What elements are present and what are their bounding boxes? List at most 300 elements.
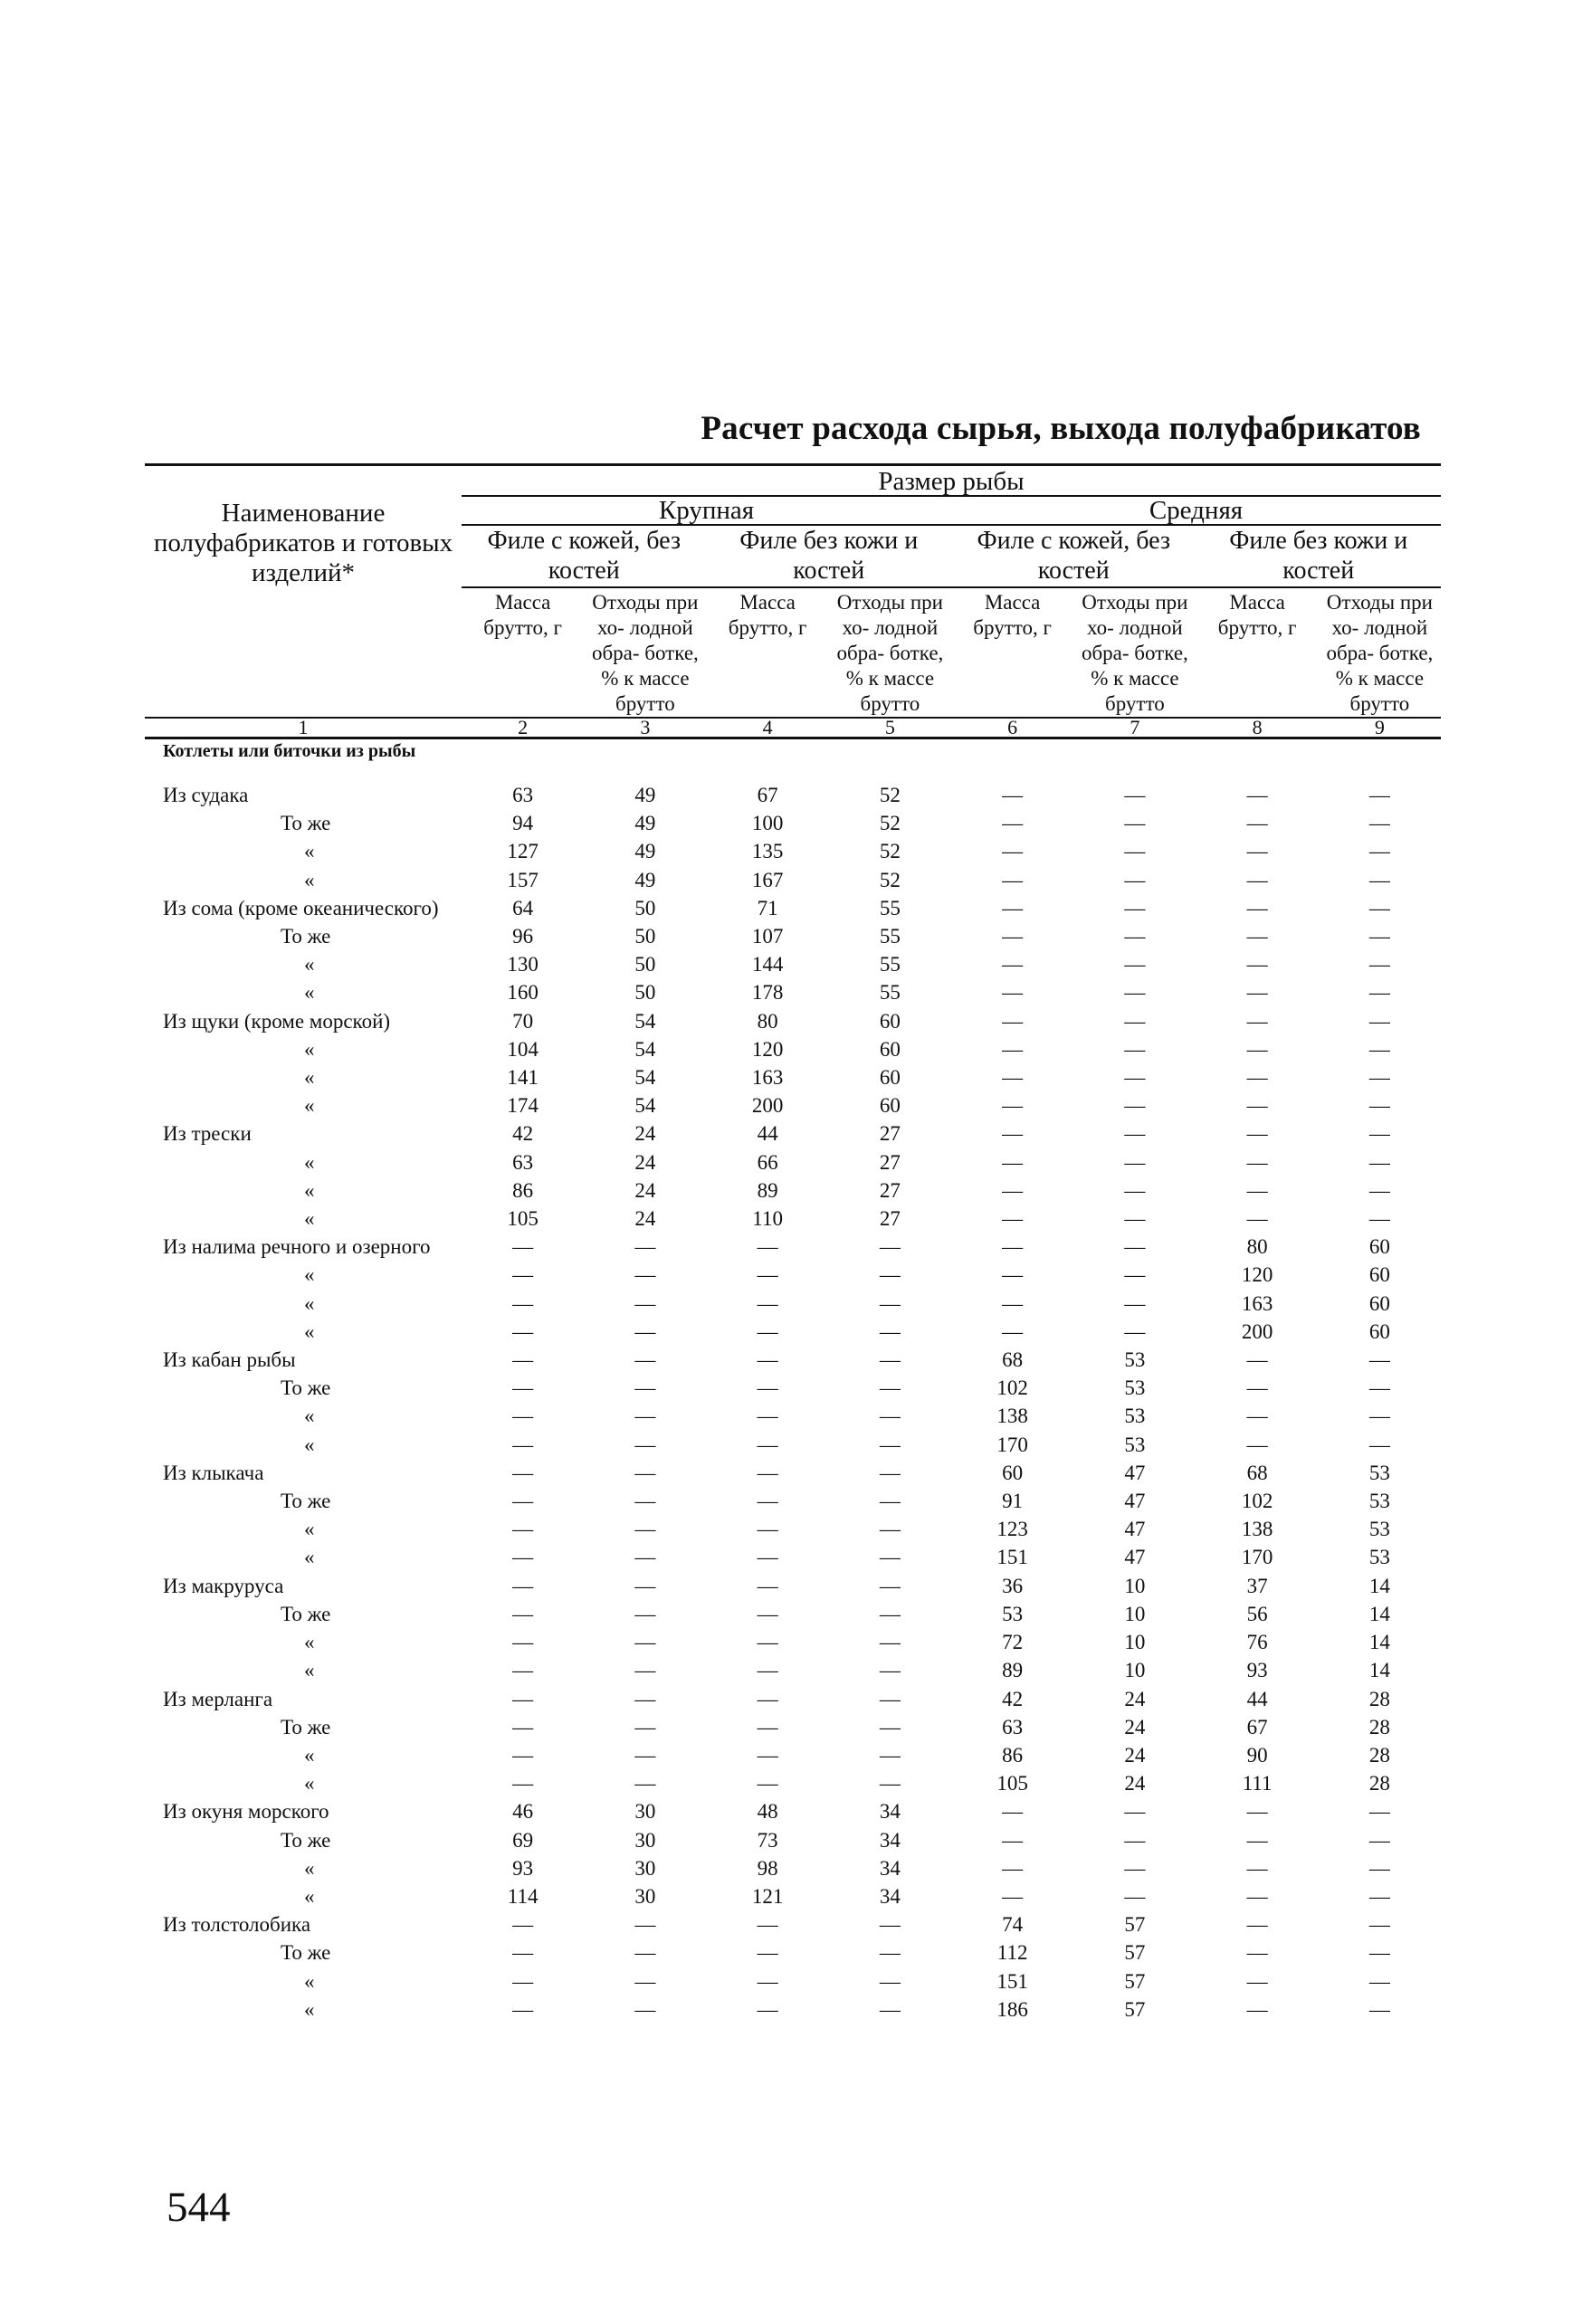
table-row xyxy=(145,1967,1441,1995)
row-name: « xyxy=(304,1291,315,1315)
cell-col-3: — xyxy=(634,1941,656,1965)
cell-col-5: — xyxy=(879,1574,901,1597)
cell-col-4: — xyxy=(757,1319,778,1343)
cell-col-6: — xyxy=(1002,1884,1024,1908)
cell-col-5: — xyxy=(879,1376,901,1400)
header-mass-gross: Масса брутто, г xyxy=(973,591,1052,639)
cell-col-4: — xyxy=(757,1602,778,1625)
cell-col-4: — xyxy=(757,1546,778,1569)
header-mass-gross: Масса брутто, г xyxy=(1217,591,1297,639)
cell-col-8: — xyxy=(1246,1178,1268,1202)
cell-col-6: — xyxy=(1002,1856,1024,1880)
cell-col-7: — xyxy=(1124,868,1146,891)
cell-col-9: 28 xyxy=(1368,1743,1390,1767)
cell-col-6: 186 xyxy=(996,1997,1028,2021)
table-row xyxy=(145,1374,1441,1402)
cell-col-7: — xyxy=(1124,840,1146,863)
cell-col-4: — xyxy=(757,1941,778,1965)
cell-col-9: 14 xyxy=(1368,1631,1390,1654)
cell-col-4: 100 xyxy=(751,812,784,835)
cell-col-2: — xyxy=(512,1319,534,1343)
cell-col-9: — xyxy=(1368,812,1390,835)
cell-col-6: 63 xyxy=(1002,1715,1024,1738)
cell-col-3: — xyxy=(634,1235,656,1259)
cell-col-9: 28 xyxy=(1368,1687,1390,1710)
cell-col-4: — xyxy=(757,1997,778,2021)
page-title: Расчет расхода сырья, выхода полуфабрикатов xyxy=(701,410,1421,447)
cell-col-5: — xyxy=(879,1743,901,1767)
row-name: « xyxy=(304,1207,315,1231)
cell-col-3: — xyxy=(634,1602,656,1625)
cell-col-5: — xyxy=(879,1687,901,1710)
cell-col-6: — xyxy=(1002,925,1024,948)
cell-col-8: — xyxy=(1246,896,1268,919)
cell-col-7: — xyxy=(1124,1235,1146,1259)
cell-col-9: 28 xyxy=(1368,1715,1390,1738)
cell-col-4: — xyxy=(757,1518,778,1541)
cell-col-5: 60 xyxy=(879,1037,901,1061)
cell-col-9: 60 xyxy=(1368,1235,1390,1259)
cell-col-5: 60 xyxy=(879,1066,901,1090)
cell-col-4: — xyxy=(757,1490,778,1513)
cell-col-2: 141 xyxy=(507,1066,539,1090)
cell-col-2: — xyxy=(512,1376,534,1400)
table-row xyxy=(145,1402,1441,1430)
cell-col-3: — xyxy=(634,1659,656,1682)
cell-col-2: 70 xyxy=(512,1009,534,1033)
cell-col-6: 102 xyxy=(996,1376,1028,1400)
cell-col-5: 55 xyxy=(879,981,901,1005)
header-medium-fillet-noskin: Филе без кожи и костей xyxy=(1196,525,1442,587)
cell-col-4: 98 xyxy=(757,1856,778,1880)
table-row xyxy=(145,809,1441,837)
cell-col-7: — xyxy=(1124,812,1146,835)
cell-col-4: 66 xyxy=(757,1150,778,1174)
cell-col-8: 200 xyxy=(1241,1319,1273,1343)
column-number: 7 xyxy=(1073,718,1196,738)
table-row xyxy=(145,1628,1441,1656)
cell-col-3: 49 xyxy=(634,784,656,806)
row-name: То же xyxy=(281,1715,331,1738)
cell-col-2: — xyxy=(512,1631,534,1654)
cell-col-2: 157 xyxy=(507,868,539,891)
cell-col-6: — xyxy=(1002,1291,1024,1315)
cell-col-8: 138 xyxy=(1241,1518,1273,1541)
table-row xyxy=(145,1233,1441,1261)
table-row xyxy=(145,1656,1441,1684)
cell-col-5: — xyxy=(879,1405,901,1428)
cell-col-5: — xyxy=(879,1319,901,1343)
cell-col-2: 46 xyxy=(512,1800,534,1824)
cell-col-9: — xyxy=(1368,925,1390,948)
cell-col-2: — xyxy=(512,1235,534,1259)
cell-col-9: 60 xyxy=(1368,1319,1390,1343)
cell-col-7: 53 xyxy=(1124,1376,1146,1400)
cell-col-3: — xyxy=(634,1518,656,1541)
table-row xyxy=(145,1063,1441,1091)
cell-col-8: — xyxy=(1246,1037,1268,1061)
cell-col-6: — xyxy=(1002,1235,1024,1259)
cell-col-6: — xyxy=(1002,1319,1024,1343)
table-row xyxy=(145,781,1441,809)
cell-col-9: 14 xyxy=(1368,1602,1390,1625)
raw-material-table xyxy=(145,463,1441,2024)
row-name: « xyxy=(304,1178,315,1202)
cell-col-9: — xyxy=(1368,1884,1390,1908)
cell-col-6: — xyxy=(1002,1094,1024,1118)
cell-col-8: — xyxy=(1246,784,1268,806)
cell-col-9: — xyxy=(1368,1405,1390,1428)
header-name-column: Наименование полуфабрикатов и готовых изделий* xyxy=(145,465,462,719)
cell-col-2: — xyxy=(512,1913,534,1937)
cell-col-6: — xyxy=(1002,1178,1024,1202)
cell-col-2: — xyxy=(512,1715,534,1738)
cell-col-4: — xyxy=(757,1659,778,1682)
cell-col-4: — xyxy=(757,1263,778,1287)
cell-col-3: 24 xyxy=(634,1178,656,1202)
cell-col-5: — xyxy=(879,1969,901,1993)
cell-col-3: — xyxy=(634,1405,656,1428)
cell-col-6: 89 xyxy=(1002,1659,1024,1682)
table-body xyxy=(145,738,1441,2024)
cell-col-6: 36 xyxy=(1002,1574,1024,1597)
cell-col-7: 53 xyxy=(1124,1433,1146,1456)
cell-col-8: 37 xyxy=(1246,1574,1268,1597)
table-row xyxy=(145,1119,1441,1148)
cell-col-2: — xyxy=(512,1405,534,1428)
cell-col-9: — xyxy=(1368,1800,1390,1824)
table-row xyxy=(145,1713,1441,1741)
cell-col-5: — xyxy=(879,1461,901,1484)
row-name: « xyxy=(304,1659,315,1682)
cell-col-4: 80 xyxy=(757,1009,778,1033)
cell-col-2: — xyxy=(512,1687,534,1710)
cell-col-9: 14 xyxy=(1368,1574,1390,1597)
row-name: Из толстолобика xyxy=(163,1913,311,1937)
table-row xyxy=(145,1910,1441,1938)
cell-col-9: — xyxy=(1368,840,1390,863)
cell-col-7: — xyxy=(1124,1094,1146,1118)
cell-col-9: — xyxy=(1368,1009,1390,1033)
header-waste: Отходы при хо- лодной обра- ботке, % к массе брутто xyxy=(836,591,944,715)
cell-col-4: — xyxy=(757,1235,778,1259)
cell-col-4: 73 xyxy=(757,1828,778,1852)
cell-col-5: 55 xyxy=(879,953,901,976)
cell-col-5: — xyxy=(879,1941,901,1965)
row-name: « xyxy=(304,1546,315,1569)
cell-col-8: — xyxy=(1246,1009,1268,1033)
column-number: 6 xyxy=(951,718,1073,738)
cell-col-7: 24 xyxy=(1124,1772,1146,1795)
cell-col-9: — xyxy=(1368,1997,1390,2021)
cell-col-3: — xyxy=(634,1461,656,1484)
cell-col-9: — xyxy=(1368,1207,1390,1231)
cell-col-2: — xyxy=(512,1546,534,1569)
cell-col-8: — xyxy=(1246,1913,1268,1937)
cell-col-7: 10 xyxy=(1124,1659,1146,1682)
row-name: Из клыкача xyxy=(163,1461,264,1484)
cell-col-7: — xyxy=(1124,1037,1146,1061)
cell-col-3: 30 xyxy=(634,1856,656,1880)
cell-col-8: — xyxy=(1246,1376,1268,1400)
cell-col-4: — xyxy=(757,1291,778,1315)
cell-col-2: 104 xyxy=(507,1037,539,1061)
cell-col-6: 105 xyxy=(996,1772,1028,1795)
cell-col-9: — xyxy=(1368,1037,1390,1061)
cell-col-6: — xyxy=(1002,1009,1024,1033)
cell-col-9: — xyxy=(1368,1066,1390,1090)
cell-col-7: 57 xyxy=(1124,1941,1146,1965)
cell-col-5: — xyxy=(879,1631,901,1654)
cell-col-2: 64 xyxy=(512,896,534,919)
cell-col-6: — xyxy=(1002,1828,1024,1852)
cell-col-5: — xyxy=(879,1291,901,1315)
cell-col-7: 53 xyxy=(1124,1405,1146,1428)
cell-col-4: 135 xyxy=(751,840,784,863)
cell-col-9: 60 xyxy=(1368,1291,1390,1315)
header-medium-fillet-skin: Филе с кожей, без костей xyxy=(951,525,1196,587)
cell-col-3: — xyxy=(634,1969,656,1993)
row-name: Из мерланга xyxy=(163,1687,273,1710)
cell-col-6: — xyxy=(1002,840,1024,863)
row-name: « xyxy=(304,1884,315,1908)
cell-col-3: — xyxy=(634,1631,656,1654)
cell-col-8: — xyxy=(1246,1122,1268,1146)
table-row xyxy=(145,1487,1441,1515)
cell-col-7: 10 xyxy=(1124,1631,1146,1654)
cell-col-4: 67 xyxy=(757,784,778,806)
table-row xyxy=(145,1290,1441,1318)
row-name: « xyxy=(304,840,315,863)
cell-col-2: — xyxy=(512,1461,534,1484)
cell-col-5: — xyxy=(879,1602,901,1625)
cell-col-6: — xyxy=(1002,981,1024,1005)
cell-col-5: 34 xyxy=(879,1800,901,1824)
cell-col-7: — xyxy=(1124,784,1146,806)
cell-col-4: 89 xyxy=(757,1178,778,1202)
cell-col-9: — xyxy=(1368,1433,1390,1456)
column-number: 1 xyxy=(145,718,462,738)
cell-col-9: 53 xyxy=(1368,1518,1390,1541)
cell-col-5: 52 xyxy=(879,812,901,835)
table-row xyxy=(145,1995,1441,2024)
cell-col-7: 47 xyxy=(1124,1518,1146,1541)
cell-col-6: — xyxy=(1002,1150,1024,1174)
cell-col-5: — xyxy=(879,1263,901,1287)
cell-col-7: — xyxy=(1124,1122,1146,1146)
row-name: « xyxy=(304,1037,315,1061)
cell-col-2: 127 xyxy=(507,840,539,863)
cell-col-8: — xyxy=(1246,1969,1268,1993)
cell-col-4: — xyxy=(757,1772,778,1795)
header-size-large: Крупная xyxy=(462,496,951,525)
row-name: « xyxy=(304,1094,315,1118)
cell-col-8: — xyxy=(1246,1405,1268,1428)
cell-col-8: — xyxy=(1246,812,1268,835)
table-row xyxy=(145,1261,1441,1289)
cell-col-3: — xyxy=(634,1490,656,1513)
column-number: 3 xyxy=(584,718,706,738)
cell-col-3: — xyxy=(634,1348,656,1372)
row-name: Из щуки (кроме морской) xyxy=(163,1009,391,1033)
cell-col-2: — xyxy=(512,1433,534,1456)
cell-col-9: — xyxy=(1368,1178,1390,1202)
cell-col-7: 10 xyxy=(1124,1602,1146,1625)
column-number: 8 xyxy=(1196,718,1319,738)
cell-col-8: — xyxy=(1246,1856,1268,1880)
cell-col-3: 30 xyxy=(634,1800,656,1824)
table-row xyxy=(145,1346,1441,1374)
cell-col-4: 48 xyxy=(757,1800,778,1824)
cell-col-7: — xyxy=(1124,1150,1146,1174)
row-name: « xyxy=(304,1772,315,1795)
cell-col-4: — xyxy=(757,1433,778,1456)
cell-col-2: — xyxy=(512,1490,534,1513)
header-waste: Отходы при хо- лодной обра- ботке, % к массе брутто xyxy=(1326,591,1434,715)
row-name: То же xyxy=(281,1828,331,1852)
table-row xyxy=(145,1007,1441,1035)
cell-col-2: — xyxy=(512,1348,534,1372)
row-name: Из сома (кроме океанического) xyxy=(163,896,439,919)
cell-col-4: 167 xyxy=(751,868,784,891)
table-row xyxy=(145,1176,1441,1205)
column-number: 5 xyxy=(829,718,951,738)
cell-col-8: 76 xyxy=(1246,1631,1268,1654)
cell-col-4: 144 xyxy=(751,953,784,976)
cell-col-3: — xyxy=(634,1913,656,1937)
cell-col-8: — xyxy=(1246,981,1268,1005)
cell-col-2: 94 xyxy=(512,812,534,835)
cell-col-7: — xyxy=(1124,1066,1146,1090)
cell-col-6: 60 xyxy=(1002,1461,1024,1484)
cell-col-4: 178 xyxy=(751,981,784,1005)
cell-col-5: 27 xyxy=(879,1207,901,1231)
cell-col-2: 42 xyxy=(512,1122,534,1146)
cell-col-8: — xyxy=(1246,1941,1268,1965)
table-row xyxy=(145,1769,1441,1797)
table-row xyxy=(145,1543,1441,1571)
cell-col-3: — xyxy=(634,1743,656,1767)
cell-col-8: 44 xyxy=(1246,1687,1268,1710)
table-row xyxy=(145,1826,1441,1854)
table-row xyxy=(145,1459,1441,1487)
cell-col-4: 71 xyxy=(757,896,778,919)
cell-col-6: — xyxy=(1002,812,1024,835)
cell-col-6: 151 xyxy=(996,1969,1028,1993)
cell-col-3: 30 xyxy=(634,1884,656,1908)
cell-col-9: — xyxy=(1368,1122,1390,1146)
cell-col-7: 57 xyxy=(1124,1969,1146,1993)
cell-col-9: 28 xyxy=(1368,1772,1390,1795)
cell-col-3: — xyxy=(634,1546,656,1569)
cell-col-6: 123 xyxy=(996,1518,1028,1541)
cell-col-5: 34 xyxy=(879,1828,901,1852)
header-size-medium: Средняя xyxy=(951,496,1441,525)
cell-col-4: — xyxy=(757,1348,778,1372)
cell-col-2: 69 xyxy=(512,1828,534,1852)
cell-col-4: 121 xyxy=(751,1884,784,1908)
cell-col-6: — xyxy=(1002,1122,1024,1146)
cell-col-3: 50 xyxy=(634,953,656,976)
cell-col-9: — xyxy=(1368,1094,1390,1118)
cell-col-5: — xyxy=(879,1433,901,1456)
cell-col-9: — xyxy=(1368,1150,1390,1174)
cell-col-2: 114 xyxy=(507,1884,539,1908)
column-numbers-row xyxy=(145,718,1441,738)
cell-col-9: — xyxy=(1368,1913,1390,1937)
cell-col-9: 60 xyxy=(1368,1263,1390,1287)
section-row xyxy=(145,738,1441,782)
cell-col-6: 42 xyxy=(1002,1687,1024,1710)
column-number: 9 xyxy=(1319,718,1441,738)
cell-col-7: — xyxy=(1124,1319,1146,1343)
row-name: « xyxy=(304,1066,315,1090)
cell-col-5: 55 xyxy=(879,896,901,919)
row-name: « xyxy=(304,1433,315,1456)
cell-col-5: 27 xyxy=(879,1150,901,1174)
table-row xyxy=(145,1515,1441,1543)
header-waste: Отходы при хо- лодной обра- ботке, % к массе брутто xyxy=(1081,591,1188,715)
row-name: Из налима речного и озерного xyxy=(163,1235,431,1259)
row-name: « xyxy=(304,1743,315,1767)
cell-col-7: — xyxy=(1124,1207,1146,1231)
cell-col-5: — xyxy=(879,1659,901,1682)
table-row xyxy=(145,950,1441,978)
cell-col-2: 93 xyxy=(512,1856,534,1880)
cell-col-7: 24 xyxy=(1124,1687,1146,1710)
header-mass-gross: Масса брутто, г xyxy=(483,591,562,639)
cell-col-5: — xyxy=(879,1715,901,1738)
cell-col-9: — xyxy=(1368,784,1390,806)
table-row xyxy=(145,866,1441,894)
cell-col-7: — xyxy=(1124,1800,1146,1824)
row-name: « xyxy=(304,868,315,891)
cell-col-9: — xyxy=(1368,1941,1390,1965)
cell-col-9: 53 xyxy=(1368,1546,1390,1569)
cell-col-4: — xyxy=(757,1715,778,1738)
cell-col-2: — xyxy=(512,1772,534,1795)
cell-col-6: 112 xyxy=(996,1941,1028,1965)
cell-col-5: 34 xyxy=(879,1884,901,1908)
row-name: Из трески xyxy=(163,1122,252,1146)
row-name: Из окуня морского xyxy=(163,1800,329,1824)
cell-col-2: — xyxy=(512,1941,534,1965)
cell-col-5: 55 xyxy=(879,925,901,948)
cell-col-3: 50 xyxy=(634,925,656,948)
cell-col-7: — xyxy=(1124,1828,1146,1852)
cell-col-4: — xyxy=(757,1687,778,1710)
cell-col-3: — xyxy=(634,1263,656,1287)
cell-col-7: 57 xyxy=(1124,1913,1146,1937)
cell-col-7: — xyxy=(1124,981,1146,1005)
cell-col-6: 72 xyxy=(1002,1631,1024,1654)
cell-col-5: — xyxy=(879,1518,901,1541)
table-row xyxy=(145,1938,1441,1967)
cell-col-6: — xyxy=(1002,1263,1024,1287)
cell-col-6: — xyxy=(1002,868,1024,891)
page-number: 544 xyxy=(167,2184,231,2231)
cell-col-9: — xyxy=(1368,1376,1390,1400)
cell-col-9: 53 xyxy=(1368,1461,1390,1484)
cell-col-5: 60 xyxy=(879,1094,901,1118)
cell-col-5: 52 xyxy=(879,868,901,891)
cell-col-5: — xyxy=(879,1772,901,1795)
row-name: То же xyxy=(281,1490,331,1513)
table-row xyxy=(145,978,1441,1006)
table-row xyxy=(145,1318,1441,1346)
table-row xyxy=(145,1600,1441,1628)
header-large-fillet-skin: Филе с кожей, без костей xyxy=(462,525,707,587)
